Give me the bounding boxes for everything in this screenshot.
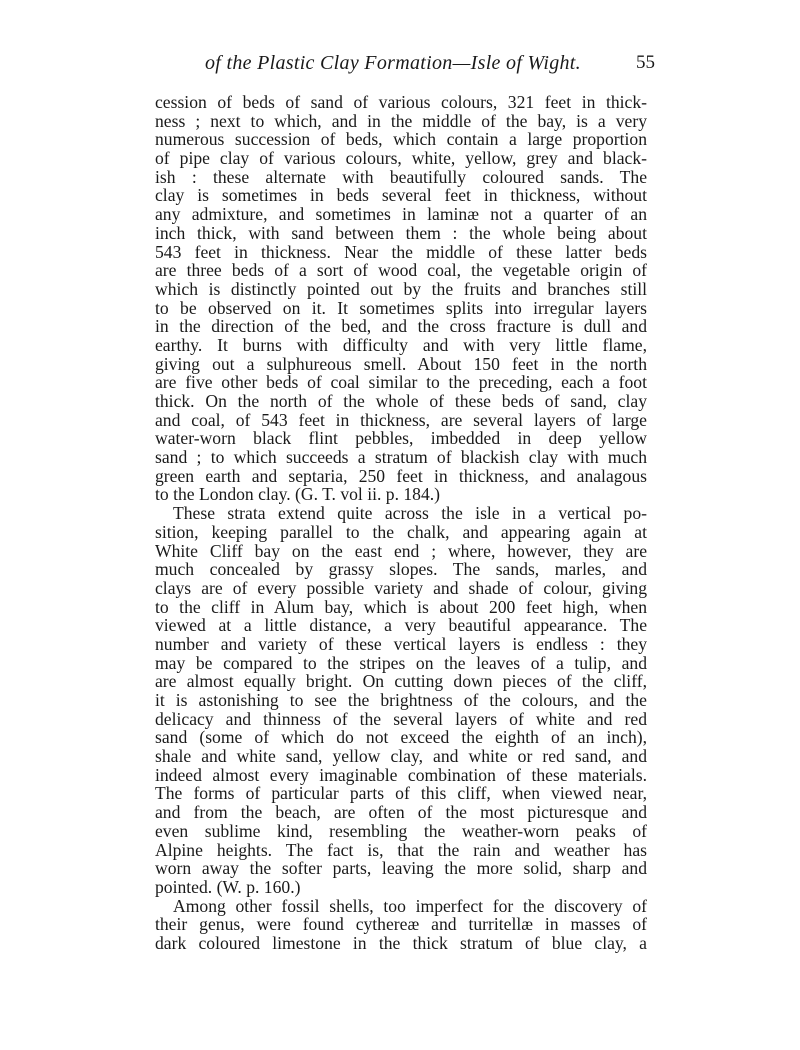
text-line: shale and white sand, yellow clay, and white or red sand, and [155, 746, 647, 767]
text-line: and from the beach, are often of the most picturesque and [155, 802, 647, 823]
text-line: White Cliff bay on the east end ; where, however, they are [155, 540, 647, 561]
text-line: their genus, were found cythereæ and turritellæ in masses of [155, 914, 647, 935]
text-line: to the London clay. (G. T. vol ii. p. 184.) [155, 484, 441, 505]
text-line: sand ; to which succeeds a stratum of blackish clay with much [155, 447, 647, 468]
text-line: dark coloured limestone in the thick stratum of blue clay, a [155, 932, 647, 953]
text-line: ness ; next to which, and in the middle of the bay, is a very [155, 110, 647, 131]
text-line: it is astonishing to see the brightness of the colours, and the [155, 690, 647, 710]
text-line: which is distinctly pointed out by the fruits and branches still [155, 278, 647, 299]
text-line: to the cliff in Alum bay, which is about 200 feet high, when [155, 596, 647, 617]
text-line: in the direction of the bed, and the cross fracture is dull and [155, 316, 647, 337]
text-line: 543 feet in thickness. Near the middle of these latter beds [155, 241, 647, 262]
text-line: of pipe clay of various colours, white, yellow, grey and black- [155, 148, 647, 169]
running-head [205, 52, 655, 82]
text-line: even sublime kind, resembling the weather-worn peaks of [155, 820, 647, 841]
text-line: clay is sometimes in beds several feet in thickness, without [155, 185, 647, 206]
text-line: giving out a sulphureous smell. About 150 feet in the north [155, 353, 647, 374]
text-line: much concealed by grassy slopes. The sands, marles, and [155, 559, 647, 580]
text-line: water-worn black flint pebbles, imbedded in deep yellow [155, 428, 647, 449]
text-line: clays are of every possible variety and shade of colour, giving [155, 577, 647, 598]
page-number: 55 [636, 52, 655, 73]
text-line: are three beds of a sort of wood coal, the vegetable origin of [155, 260, 647, 281]
text-line: number and variety of these vertical layers is endless : they [155, 633, 647, 654]
running-title: of the Plastic Clay Formation—Isle of Wight. [205, 52, 581, 74]
text-line: indeed almost every imaginable combination of these materials. [155, 764, 647, 785]
text-line: to be observed on it. It sometimes splits into irregular layers [155, 297, 647, 318]
text-line: These strata extend quite across the isle in a vertical po- [173, 503, 647, 524]
text-line: pointed. (W. p. 160.) [155, 876, 301, 897]
body-text [155, 93, 647, 953]
text-line: inch thick, with sand between them : the whole being about [155, 222, 647, 243]
text-line: cession of beds of sand of various colours, 321 feet in thick- [155, 92, 647, 112]
text-line: are almost equally bright. On cutting down pieces of the cliff, [155, 671, 647, 692]
text-line: are five other beds of coal similar to the preceding, each a foot [155, 372, 647, 393]
text-line: sand (some of which do not exceed the eighth of an inch), [155, 727, 647, 748]
text-line: sition, keeping parallel to the chalk, and appearing again at [155, 521, 647, 542]
text-line: worn away the softer parts, leaving the more solid, sharp and [155, 858, 647, 879]
text-line: ish : these alternate with beautifully coloured sands. The [155, 166, 647, 187]
text-line: Among other fossil shells, too imperfect for the discovery of [173, 895, 647, 916]
text-line: earthy. It burns with difficulty and with very little flame, [155, 334, 647, 355]
text-line: numerous succession of beds, which contain a large proportion [155, 129, 647, 150]
text-line: delicacy and thinness of the several layers of white and red [155, 708, 647, 729]
text-line: may be compared to the stripes on the leaves of a tulip, and [155, 652, 647, 673]
text-line: and coal, of 543 feet in thickness, are several layers of large [155, 409, 647, 430]
text-line: The forms of particular parts of this cliff, when viewed near, [155, 783, 647, 804]
text-line: thick. On the north of the whole of these beds of sand, clay [155, 391, 647, 411]
text-line: Alpine heights. The fact is, that the rain and weather has [155, 839, 647, 860]
text-line: green earth and septaria, 250 feet in thickness, and analagous [155, 465, 647, 486]
text-line: any admixture, and sometimes in laminæ not a quarter of an [155, 204, 647, 225]
text-line: viewed at a little distance, a very beautiful appearance. The [155, 615, 647, 636]
